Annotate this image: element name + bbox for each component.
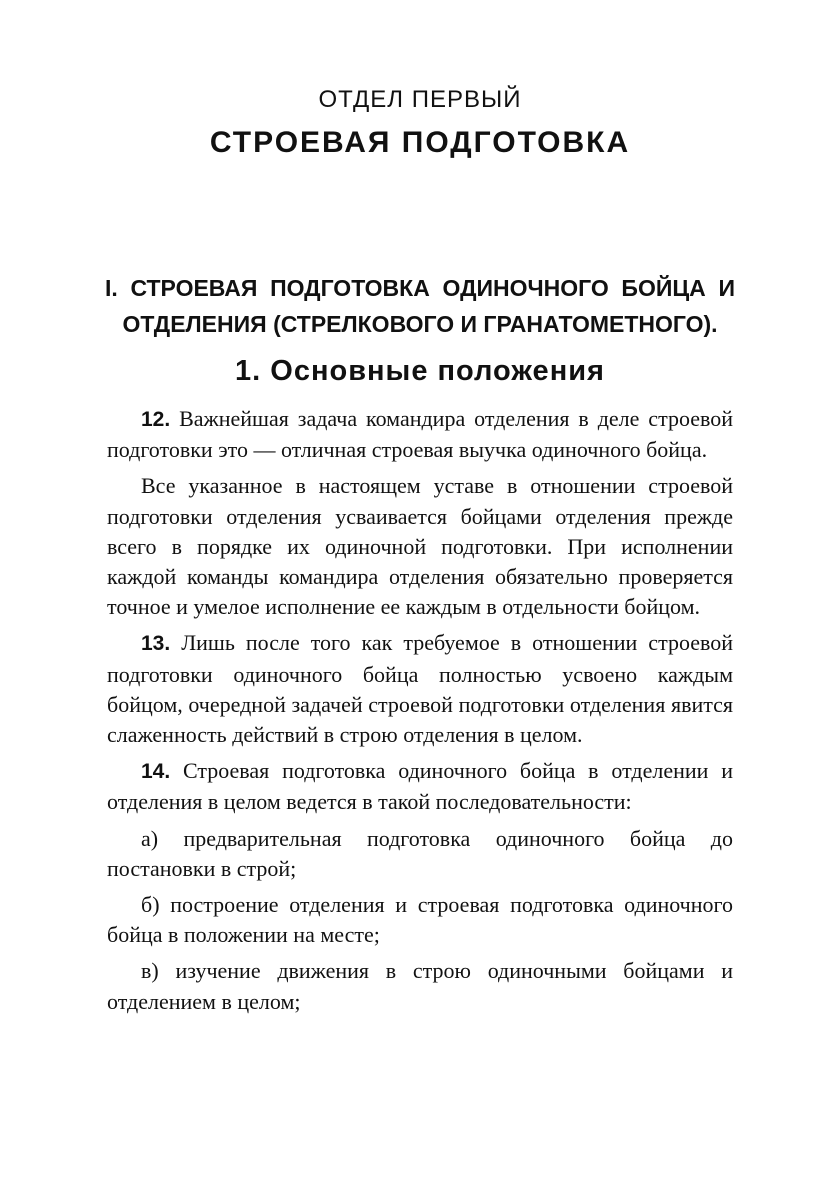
paragraph-number: 12. (141, 408, 171, 431)
paragraph-12 (107, 404, 733, 465)
chapter-title-line-1: I. СТРОЕВАЯ ПОДГОТОВКА ОДИНОЧНОГО БОЙЦА И (105, 275, 735, 301)
paragraph-text: Важнейшая задача командира отделения в деле строевой подготовки это — отличная строевая выучка одиночного бойца. (107, 406, 733, 463)
list-item-b: б) построение отделения и строевая подготовка одиночного бойца в положении на месте; (107, 892, 733, 948)
paragraph-12-continued (107, 471, 733, 622)
paragraph-number: 13. (141, 632, 171, 656)
list-item-a: а) предварительная подготовка одиночного бойца до постановки в строй; (107, 825, 733, 881)
paragraph-text: Лишь после того как требуемое в отношении строевой подготовки одиночного бойца полностью усвоено каждым бойцом, очередной задачей строевой подготовки отделения явится слаженность действий в строю отделения в целом. (107, 630, 733, 748)
section-title: 1. Основные положения (235, 355, 605, 387)
chapter-title-line-2: ОТДЕЛЕНИЯ (СТРЕЛКОВОГО И ГРАНАТОМЕТНОГО). (122, 311, 718, 337)
paragraph-14 (107, 756, 733, 817)
paragraph-text: Строевая подготовка одиночного бойца в отделении и отделения в целом ведется в такой последовательности: (107, 758, 733, 815)
list-item-v: в) изучение движения в строю одиночными бойцами и отделением в целом; (107, 958, 733, 1014)
paragraph-number: 14. (141, 760, 171, 784)
chapter-title (105, 270, 735, 342)
paragraph-13 (107, 628, 733, 750)
part-title: СТРОЕВАЯ ПОДГОТОВКА (209, 126, 631, 159)
part-label: ОТДЕЛ ПЕРВЫЙ (318, 86, 522, 113)
body-text (107, 404, 733, 1023)
paragraph-text: Все указанное в настоящем уставе в отношении строевой подготовки отделения усваивается бойцами отделения прежде всего в порядке их одиночной подготовки. При исполнении каждой команды командира отделения обязательно проверяется точное и умелое исполнение ее каждым в отдельности бойцом. (107, 473, 733, 620)
